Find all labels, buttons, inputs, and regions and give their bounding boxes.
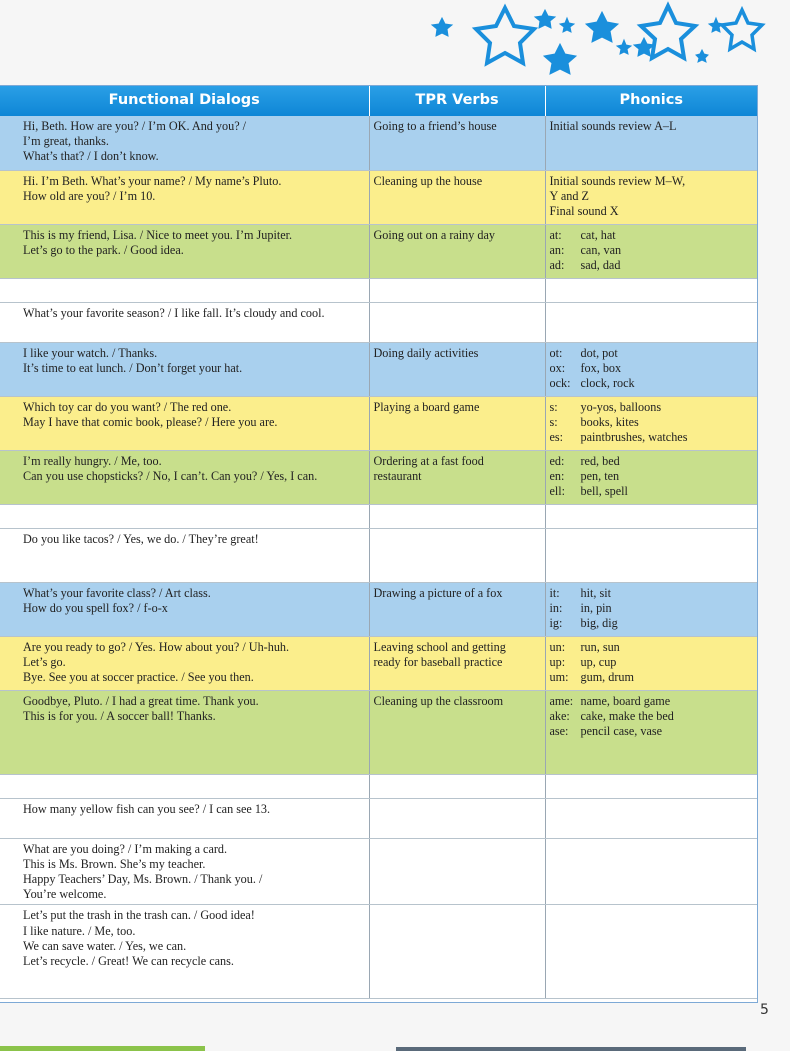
header-phonics: Phonics <box>545 86 757 116</box>
phonics-words: cat, hat <box>580 227 616 242</box>
phonics-ending: ot: <box>549 345 563 360</box>
table-row <box>0 450 757 504</box>
dialog-line: It’s time to eat lunch. / Don’t forget your hat. <box>23 360 243 375</box>
phonics-ending: it: <box>549 585 560 600</box>
table-row <box>0 116 757 170</box>
phonics-cell <box>545 582 757 636</box>
dialog-line: I’m great, thanks. <box>23 134 109 149</box>
tpr-cell <box>369 396 545 450</box>
dialog-line: Hi. I’m Beth. What’s your name? / My name’s Pluto. <box>23 173 282 188</box>
phonics-words: big, dig <box>580 615 618 630</box>
table-row <box>0 504 757 528</box>
star-icon <box>696 50 708 62</box>
phonics-pair <box>550 243 754 258</box>
dialog-cell <box>0 302 369 342</box>
tpr-line: ready for baseball practice <box>373 654 503 669</box>
tpr-line: Ordering at a fast food <box>373 453 484 468</box>
phonics-words: can, van <box>580 242 622 257</box>
phonics-pair <box>550 400 754 415</box>
table-row <box>0 774 757 798</box>
phonics-ending: an: <box>549 242 565 257</box>
dialog-cell <box>0 504 369 528</box>
dialog-line: I like nature. / Me, too. <box>23 923 136 938</box>
phonics-cell <box>545 838 757 905</box>
tpr-line: Drawing a picture of a fox <box>373 585 503 600</box>
phonics-words: pencil case, vase <box>580 723 663 738</box>
table-row <box>0 798 757 838</box>
dialog-line: We can save water. / Yes, we can. <box>23 938 187 953</box>
phonics-line: Y and Z <box>549 188 589 203</box>
phonics-words: sad, dad <box>580 257 621 272</box>
phonics-pair <box>550 415 754 430</box>
dialog-cell <box>0 342 369 396</box>
phonics-cell <box>545 302 757 342</box>
star-icon <box>432 18 452 36</box>
tpr-cell <box>369 278 545 302</box>
phonics-line: Initial sounds review A–L <box>549 119 677 133</box>
star-icon <box>544 44 576 74</box>
star-icon <box>560 18 574 32</box>
dialog-line: Do you like tacos? / Yes, we do. / They’re great! <box>23 531 259 546</box>
dialog-line: What are you doing? / I’m making a card. <box>23 841 228 856</box>
phonics-cell <box>545 116 757 170</box>
table-row <box>0 278 757 302</box>
tpr-cell <box>369 170 545 224</box>
phonics-pair <box>550 454 754 469</box>
phonics-cell <box>545 798 757 838</box>
phonics-pair <box>550 601 754 616</box>
phonics-ending: en: <box>549 468 565 483</box>
phonics-ending: un: <box>549 639 566 654</box>
table-row <box>0 690 757 774</box>
dialog-cell <box>0 774 369 798</box>
phonics-cell <box>545 690 757 774</box>
table-row <box>0 302 757 342</box>
dialog-cell <box>0 528 369 582</box>
tpr-cell <box>369 838 545 905</box>
table-row <box>0 838 757 905</box>
header-functional-dialogs: Functional Dialogs <box>0 86 369 116</box>
tpr-line: restaurant <box>373 468 422 483</box>
table-body <box>0 116 757 999</box>
dialog-line: Let’s recycle. / Great! We can recycle cans. <box>23 953 234 968</box>
phonics-words: pen, ten <box>580 468 620 483</box>
dialog-line: Goodbye, Pluto. / I had a great time. Thank you. <box>23 693 259 708</box>
table-row <box>0 396 757 450</box>
phonics-ending: ase: <box>549 723 569 738</box>
phonics-words: paintbrushes, watches <box>580 429 688 444</box>
dialog-cell <box>0 396 369 450</box>
table-row <box>0 528 757 582</box>
dialog-line: This is Ms. Brown. She’s my teacher. <box>23 856 206 871</box>
phonics-words: cake, make the bed <box>580 708 674 723</box>
dialog-line: Let’s go to the park. / Good idea. <box>23 242 184 257</box>
tpr-line: Leaving school and getting <box>373 639 506 654</box>
table-row <box>0 636 757 690</box>
phonics-cell <box>545 396 757 450</box>
phonics-ending: in: <box>549 600 563 615</box>
star-icon <box>617 40 631 54</box>
phonics-words: red, bed <box>580 453 620 468</box>
footer-bar <box>0 1046 205 1051</box>
phonics-pair <box>550 694 754 709</box>
dialog-cell <box>0 116 369 170</box>
phonics-cell <box>545 170 757 224</box>
phonics-cell <box>545 450 757 504</box>
dialog-line: How many yellow fish can you see? / I can see 13. <box>23 801 271 816</box>
phonics-ending: ox: <box>549 360 566 375</box>
dialog-cell <box>0 278 369 302</box>
phonics-cell <box>545 528 757 582</box>
phonics-words: name, board game <box>580 693 671 708</box>
phonics-cell <box>545 278 757 302</box>
dialog-line: What’s your favorite class? / Art class. <box>23 585 211 600</box>
phonics-words: yo-yos, balloons <box>580 399 662 414</box>
phonics-words: run, sun <box>580 639 620 654</box>
dialog-cell <box>0 450 369 504</box>
phonics-pair <box>550 724 754 739</box>
tpr-cell <box>369 342 545 396</box>
dialog-cell <box>0 690 369 774</box>
phonics-cell <box>545 342 757 396</box>
phonics-cell <box>545 905 757 999</box>
dialog-line: Are you ready to go? / Yes. How about you? / Uh-huh. <box>23 639 290 654</box>
dialog-line: Can you use chopsticks? / No, I can’t. Can you? / Yes, I can. <box>23 468 318 483</box>
tpr-cell <box>369 504 545 528</box>
syllabus-table <box>0 86 757 999</box>
phonics-words: up, cup <box>580 654 617 669</box>
phonics-ending: um: <box>549 669 569 684</box>
dialog-line: Bye. See you at soccer practice. / See you then. <box>23 669 254 684</box>
dialog-cell <box>0 636 369 690</box>
table-row <box>0 582 757 636</box>
phonics-pair <box>550 655 754 670</box>
phonics-cell <box>545 774 757 798</box>
phonics-ending: ake: <box>549 708 570 723</box>
dialog-line: Happy Teachers’ Day, Ms. Brown. / Thank you. / <box>23 871 263 886</box>
dialog-line: May I have that comic book, please? / Here you are. <box>23 414 278 429</box>
phonics-pair <box>550 376 754 391</box>
phonics-pair <box>550 616 754 631</box>
phonics-ending: ame: <box>549 693 574 708</box>
dialog-cell <box>0 170 369 224</box>
dialog-line: You’re welcome. <box>23 887 107 902</box>
dialog-line: Let’s go. <box>23 654 66 669</box>
tpr-cell <box>369 774 545 798</box>
phonics-pair <box>550 228 754 243</box>
tpr-cell <box>369 798 545 838</box>
dialog-line: How old are you? / I’m 10. <box>23 188 156 203</box>
dialog-line: This is for you. / A soccer ball! Thanks. <box>23 708 216 723</box>
table-row <box>0 342 757 396</box>
dialog-cell <box>0 905 369 999</box>
phonics-ending: up: <box>549 654 566 669</box>
dialog-line: Let’s put the trash in the trash can. / Good idea! <box>23 908 255 923</box>
phonics-pair <box>550 346 754 361</box>
tpr-line: Doing daily activities <box>373 345 479 360</box>
phonics-cell <box>545 636 757 690</box>
phonics-ending: ed: <box>549 453 565 468</box>
phonics-cell <box>545 504 757 528</box>
phonics-pair <box>550 709 754 724</box>
table-row <box>0 170 757 224</box>
phonics-words: dot, pot <box>580 345 618 360</box>
phonics-cell <box>545 224 757 278</box>
dialog-line: I like your watch. / Thanks. <box>23 345 158 360</box>
star-outline-icon <box>722 10 762 49</box>
tpr-line: Going to a friend’s house <box>373 119 497 133</box>
tpr-line: Going out on a rainy day <box>373 227 496 242</box>
phonics-ending: ell: <box>549 483 566 498</box>
tpr-line: Cleaning up the classroom <box>373 693 504 708</box>
dialog-line: What’s that? / I don’t know. <box>23 149 159 164</box>
dialog-line: This is my friend, Lisa. / Nice to meet you. I’m Jupiter. <box>23 227 293 242</box>
phonics-ending: ad: <box>549 257 565 272</box>
dialog-cell <box>0 224 369 278</box>
dialog-cell <box>0 838 369 905</box>
phonics-pair <box>550 430 754 445</box>
phonics-pair <box>550 258 754 273</box>
phonics-ending: ock: <box>549 375 571 390</box>
tpr-line: Cleaning up the house <box>373 173 483 188</box>
footer-bar <box>396 1047 746 1051</box>
table-row <box>0 905 757 999</box>
phonics-pair <box>550 640 754 655</box>
phonics-ending: s: <box>549 399 558 414</box>
page-number: 5 <box>760 1002 769 1018</box>
phonics-pair <box>550 586 754 601</box>
star-outline-icon <box>476 8 534 63</box>
phonics-words: hit, sit <box>580 585 611 600</box>
table-row <box>0 224 757 278</box>
phonics-ending: at: <box>549 227 562 242</box>
phonics-pair <box>550 469 754 484</box>
phonics-ending: ig: <box>549 615 563 630</box>
dialog-line: How do you spell fox? / f-o-x <box>23 600 168 615</box>
tpr-cell <box>369 224 545 278</box>
dialog-line: What’s your favorite season? / I like fall. It’s cloudy and cool. <box>23 305 325 320</box>
tpr-cell <box>369 636 545 690</box>
tpr-cell <box>369 905 545 999</box>
tpr-cell <box>369 582 545 636</box>
tpr-cell <box>369 690 545 774</box>
tpr-cell <box>369 450 545 504</box>
tpr-line: Playing a board game <box>373 399 480 414</box>
dialog-line: Which toy car do you want? / The red one. <box>23 399 232 414</box>
phonics-words: gum, drum <box>580 669 634 684</box>
phonics-pair <box>550 361 754 376</box>
phonics-ending: es: <box>549 429 564 444</box>
phonics-pair <box>550 670 754 685</box>
header-tpr-verbs: TPR Verbs <box>369 86 545 116</box>
tpr-cell <box>369 116 545 170</box>
star-icon <box>535 10 555 28</box>
phonics-line: Initial sounds review M–W, <box>549 173 686 188</box>
table-header-row <box>0 86 757 116</box>
phonics-pair <box>550 484 754 499</box>
dialog-cell <box>0 582 369 636</box>
star-icon <box>586 12 618 42</box>
dialog-cell <box>0 798 369 838</box>
tpr-cell <box>369 302 545 342</box>
phonics-words: fox, box <box>580 360 622 375</box>
phonics-words: books, kites <box>580 414 639 429</box>
decorative-stars <box>420 0 790 80</box>
phonics-words: in, pin <box>580 600 612 615</box>
phonics-words: bell, spell <box>580 483 628 498</box>
phonics-ending: s: <box>549 414 558 429</box>
phonics-line: Final sound X <box>549 203 619 218</box>
phonics-words: clock, rock <box>580 375 635 390</box>
dialog-line: I’m really hungry. / Me, too. <box>23 453 162 468</box>
dialog-line: Hi, Beth. How are you? / I’m OK. And you? / <box>23 119 247 133</box>
tpr-cell <box>369 528 545 582</box>
